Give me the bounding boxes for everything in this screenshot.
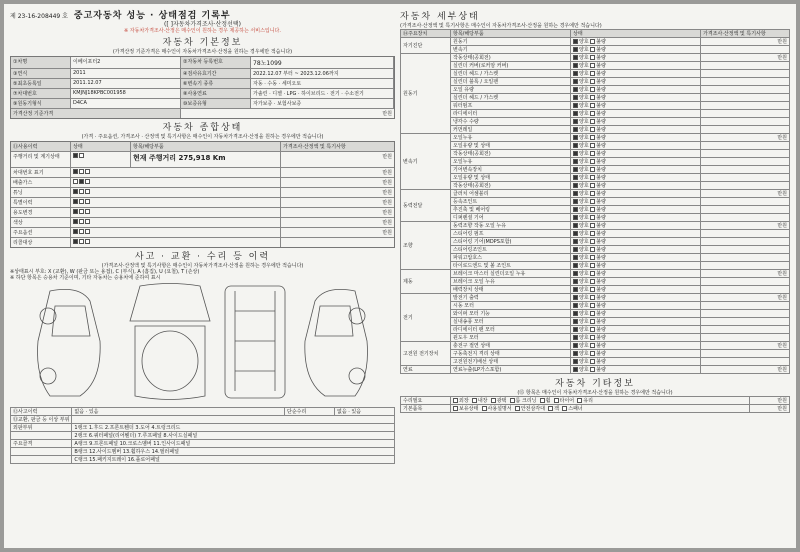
item-label: 시동 모터 — [451, 302, 571, 310]
other-row: 수리필요 외장 내장 광택 룸 크리닝 휠 타이어 유리 만원 — [401, 397, 790, 405]
detail-row — [401, 310, 790, 318]
status-cell: 양호 불량 — [571, 326, 701, 334]
detail-row — [401, 318, 790, 326]
other-info-note: (⑮ 항목은 매수인이 자동차가격조사·산정을 원하는 경우에만 적습니다) — [517, 390, 673, 396]
detail-row — [401, 94, 790, 102]
odometer-value: 275,918 Km — [178, 154, 226, 163]
status-cell: 양호 불량 — [571, 238, 701, 246]
item-label: 클러치 어셈블리 — [451, 190, 571, 198]
doc-number: 제 23-16-208449 호 — [10, 13, 68, 20]
group-label: 전기 — [401, 294, 451, 342]
detail-row — [401, 134, 790, 142]
price-cell — [701, 230, 790, 238]
item-label: 등속조인트 — [451, 198, 571, 206]
field-value: 자동 · 수동 · 세미오토 — [251, 79, 394, 88]
status-cell: 양호 불량 — [571, 294, 701, 302]
detail-row — [401, 230, 790, 238]
status-cell: 양호 불량 — [571, 254, 701, 262]
item-label: 고전원전기배선 상태 — [451, 358, 571, 366]
status-cell: 양호 불량 — [571, 70, 701, 78]
price-cell — [701, 302, 790, 310]
detail-table — [400, 29, 790, 374]
status-cell: 양호 불량 — [571, 358, 701, 366]
price-cell — [701, 62, 790, 70]
field-label: ⑦차대번호 — [11, 89, 71, 98]
accident-legend: ※상태표시 부호: X (교환), W (판금 또는 용접), C (부식), A (흠집), U (요철), T (손상) — [10, 269, 200, 276]
odometer — [131, 152, 281, 167]
table-row: 외판부위 1랭크 1.후드 2.프론트휀더 3.도어 4.트렁크리드 — [11, 424, 395, 432]
detail-header: ⑭주요장치 항목/해당부품 상태 가격조사·산정액 및 특기사항 — [401, 30, 790, 38]
price-cell — [701, 110, 790, 118]
price-cell — [701, 166, 790, 174]
item-label: 브레이크 마스터 실린더오일 누유 — [451, 270, 571, 278]
accident-title: 사고 · 교환 · 수리 등 이력 — [134, 252, 271, 263]
price-cell: 만원 — [701, 134, 790, 142]
field-value: 2011 — [71, 69, 181, 78]
group-label: 원동기 — [401, 54, 451, 134]
price-cell — [701, 102, 790, 110]
item-label: 작동상태(공회전) — [451, 150, 571, 158]
col-header: ⑪사용이력 — [11, 142, 71, 151]
detail-row — [401, 78, 790, 86]
car-diagram — [10, 281, 395, 403]
unit: 만원 — [382, 210, 392, 217]
detail-row — [401, 54, 790, 62]
price-cell — [701, 70, 790, 78]
field-value: 78노1099 — [251, 57, 394, 68]
basic-info-title: 자동차 기본정보 — [162, 38, 243, 49]
item-label: 와이퍼 모터 기능 — [451, 310, 571, 318]
item-label: 파워고압호스 — [451, 254, 571, 262]
field-label: ⑩보증유형 — [181, 99, 251, 108]
item-label: 라디에이터 — [451, 110, 571, 118]
status-cell: 양호 불량 — [571, 310, 701, 318]
item-label: 추진축 및 베어링 — [451, 206, 571, 214]
price-cell — [701, 182, 790, 190]
item-label: 스티어링 기어(MDPS포함) — [451, 238, 571, 246]
price-cell — [701, 334, 790, 342]
unit: 만원 — [382, 170, 392, 177]
summary-row — [11, 168, 394, 178]
price-cell — [701, 358, 790, 366]
price-cell — [701, 310, 790, 318]
item-label: 구동축전지 격리 상태 — [451, 350, 571, 358]
item-label: 실린더 커버(로커암 커버) — [451, 62, 571, 70]
status-cell: 양호 불량 — [571, 46, 701, 54]
detail-row — [401, 206, 790, 214]
summary-row — [11, 188, 394, 198]
field-label: ②자동차 등록번호 — [181, 57, 251, 68]
item-label: 오일누유 — [451, 158, 571, 166]
other-row: 기본품목 보유상태 사용설명서 안전삼각대 잭 스패너 만원 — [401, 405, 790, 413]
status-cell: 양호 불량 — [571, 118, 701, 126]
detail-row — [401, 174, 790, 182]
item-label: 라디에이터 팬 모터 — [451, 326, 571, 334]
detail-row — [401, 270, 790, 278]
price-cell — [701, 326, 790, 334]
status-cell: 양호 불량 — [571, 126, 701, 134]
item-label: 실린더 블록 / 오일팬 — [451, 78, 571, 86]
unit: 만원 — [382, 190, 392, 197]
field-label: ③연식 — [11, 69, 71, 78]
field-value: 이베이포터2 — [71, 57, 181, 68]
row-label: 색상 — [11, 218, 71, 227]
detail-row — [401, 158, 790, 166]
table-row: B랭크 12.사이드멤버 13.휠하우스 14.필러패널 — [11, 448, 395, 456]
row-label: 차대번호 표기 — [11, 168, 71, 177]
status-cell: 양호 불량 — [571, 166, 701, 174]
accident-table — [10, 407, 395, 464]
field-label: ⑧사용연료 — [181, 89, 251, 98]
summary-row — [11, 208, 394, 218]
field-value: 자가보증 · 보험사보증 — [251, 99, 394, 108]
detail-row — [401, 86, 790, 94]
detail-row — [401, 334, 790, 342]
group-label: 제동 — [401, 270, 451, 294]
detail-row — [401, 294, 790, 302]
status-cell: 양호 불량 — [571, 230, 701, 238]
group-label: 자기진단 — [401, 38, 451, 54]
price-cell: 만원 — [701, 54, 790, 62]
detail-row — [401, 118, 790, 126]
basic-row — [11, 79, 394, 89]
group-label: 연료 — [401, 366, 451, 374]
price-unit: 만원 — [382, 111, 392, 118]
item-label: 기어변속장치 — [451, 166, 571, 174]
detail-row — [401, 262, 790, 270]
unit: 만원 — [382, 230, 392, 237]
other-info-title: 자동차 기타정보 — [555, 379, 635, 389]
detail-row — [401, 342, 790, 350]
price-cell — [701, 350, 790, 358]
price-cell — [701, 262, 790, 270]
table-row: 주요골격 A랭크 9.프론트패널 10.크로스멤버 11.인사이드패널 — [11, 440, 395, 448]
price-cell — [701, 46, 790, 54]
status-cell: 양호 불량 — [571, 94, 701, 102]
detail-row — [401, 366, 790, 374]
status-cell: 양호 불량 — [571, 278, 701, 286]
inspection-sheet — [4, 4, 796, 548]
item-label: 타이로드엔드 및 볼 조인트 — [451, 262, 571, 270]
status-cell: 양호 불량 — [571, 62, 701, 70]
status-cell: 양호 불량 — [571, 318, 701, 326]
price-cell — [701, 174, 790, 182]
summary-header — [11, 142, 394, 152]
status-cell: 양호 불량 — [571, 190, 701, 198]
accident-legend-2: ※ 하단 항목은 승용차 기준이며, 기타 자동차는 승용차에 준하여 표시 — [10, 275, 161, 282]
price-cell — [701, 78, 790, 86]
car-right-side — [305, 290, 368, 397]
basic-row — [11, 57, 394, 69]
status-cell: 양호 불량 — [571, 142, 701, 150]
price-cell — [701, 246, 790, 254]
subtitle: ([ ]자동차가격조사·산정선택) — [164, 21, 241, 28]
row-label: 배출가스 — [11, 178, 71, 187]
status-cell: 양호 불량 — [571, 134, 701, 142]
field-label: ⑤최초등록일 — [11, 79, 71, 88]
price-cell: 만원 — [701, 38, 790, 46]
unit: 만원 — [382, 220, 392, 227]
basic-row — [11, 99, 394, 109]
status-cell: 양호 불량 — [571, 270, 701, 278]
status-cell: 양호 불량 — [571, 302, 701, 310]
item-label: 커먼레일 — [451, 126, 571, 134]
status-cell: 양호 불량 — [571, 334, 701, 342]
item-label: 윈도우 모터 — [451, 334, 571, 342]
status-cell: 양호 불량 — [571, 350, 701, 358]
item-label: 발전기 출력 — [451, 294, 571, 302]
field-label: ①차명 — [11, 57, 71, 68]
detail-row — [401, 62, 790, 70]
status-cell: 양호 불량 — [571, 286, 701, 294]
detail-row — [401, 182, 790, 190]
row-label: 용도변경 — [11, 208, 71, 217]
status-cell: 양호 불량 — [571, 366, 701, 374]
status-cell: 양호 불량 — [571, 182, 701, 190]
detail-row — [401, 302, 790, 310]
header — [10, 8, 395, 21]
notice: ※ 자동차가격조사·산정은 매수인이 원하는 경우 제공하는 서비스입니다. — [124, 28, 281, 35]
summary-row — [11, 228, 394, 238]
table-row: 2랭크 6.쿼터패널(리어휀더) 7.루프패널 8.사이드실패널 — [11, 432, 395, 440]
odometer-label: 현재 주행거리 — [133, 154, 177, 163]
table-row: ⑫사고이력 없음 · 있음 단순수리 없음 · 있음 — [11, 408, 395, 416]
price-cell: 만원 — [701, 294, 790, 302]
item-label: 워터펌프 — [451, 102, 571, 110]
price-cell: 만원 — [701, 222, 790, 230]
table-row: ⑬교환, 판금 등 이상 부위 — [11, 416, 395, 424]
group-label: 조향 — [401, 222, 451, 270]
row-label: 리콜대상 — [11, 238, 71, 247]
detail-row — [401, 350, 790, 358]
left-column — [10, 8, 395, 544]
field-label: ⑥변속기 종류 — [181, 79, 251, 88]
price-cell — [701, 118, 790, 126]
detail-row — [401, 110, 790, 118]
item-label: 변속기 — [451, 46, 571, 54]
price-cell — [701, 286, 790, 294]
status-cell: 양호 불량 — [571, 86, 701, 94]
price-cell — [701, 142, 790, 150]
price-cell — [701, 254, 790, 262]
status-cell: 양호 불량 — [571, 222, 701, 230]
item-label: 오일유량 및 상태 — [451, 174, 571, 182]
unit: 만원 — [382, 154, 392, 161]
row-label: 주행거리 및 계기상태 — [11, 152, 71, 167]
detail-row — [401, 142, 790, 150]
status-cell: 양호 불량 — [571, 198, 701, 206]
field-value: D4CA — [71, 99, 181, 108]
car-top-front — [130, 284, 210, 400]
item-label: 디퍼렌셜 기어 — [451, 214, 571, 222]
price-cell — [701, 94, 790, 102]
price-cell — [701, 158, 790, 166]
status-cell: 양호 불량 — [571, 206, 701, 214]
detail-row — [401, 214, 790, 222]
item-label: 오일누유 — [451, 134, 571, 142]
item-label: 실린더 헤드 / 가스켓 — [451, 94, 571, 102]
item-label: 동력조향 작동 오일 누유 — [451, 222, 571, 230]
price-cell — [701, 126, 790, 134]
detail-row — [401, 238, 790, 246]
status-cell: 양호 불량 — [571, 102, 701, 110]
detail-row — [401, 102, 790, 110]
item-label: 오일 유량 — [451, 86, 571, 94]
accident-note: (가격조사·산정액 및 특기사항은 매수인이 자동차가격조사·산정을 원하는 경우에만 적습니다) — [101, 263, 304, 270]
item-label: 스티어링조인트 — [451, 246, 571, 254]
item-label: 냉각수 수량 — [451, 118, 571, 126]
row-label: 주요옵션 — [11, 228, 71, 237]
price-cell — [701, 150, 790, 158]
detail-row — [401, 126, 790, 134]
group-label: 변속기 — [401, 134, 451, 190]
detail-row — [401, 46, 790, 54]
item-label: 스티어링 펌프 — [451, 230, 571, 238]
basic-info-table — [10, 56, 395, 119]
price-cell — [701, 318, 790, 326]
row-label: 튜닝 — [11, 188, 71, 197]
detail-row — [401, 190, 790, 198]
col-header: 상태 — [71, 142, 131, 151]
item-label: 브레이크 오일 누유 — [451, 278, 571, 286]
price-cell: 만원 — [701, 270, 790, 278]
price-cell: 만원 — [701, 190, 790, 198]
summary-row — [11, 152, 394, 168]
detail-row — [401, 70, 790, 78]
unit: 만원 — [382, 180, 392, 187]
price-cell — [701, 206, 790, 214]
detail-row — [401, 286, 790, 294]
field-label: ⑨원동기형식 — [11, 99, 71, 108]
detail-row — [401, 358, 790, 366]
status-cell: 양호 불량 — [571, 158, 701, 166]
price-cell — [701, 278, 790, 286]
right-column — [400, 8, 790, 544]
car-left-side — [38, 290, 101, 397]
basic-row — [11, 69, 394, 79]
item-label: 작동상태(공회전) — [451, 182, 571, 190]
status-cell: 양호 불량 — [571, 342, 701, 350]
price-cell — [701, 214, 790, 222]
other-info-table — [400, 396, 790, 413]
item-label: 실린더 헤드 / 가스켓 — [451, 70, 571, 78]
item-label: 연료누출(LP가스포함) — [451, 366, 571, 374]
detail-title: 자동차 세부상태 — [400, 12, 480, 22]
item-label: 배력장치 상태 — [451, 286, 571, 294]
col-header: 항목/해당부품 — [131, 142, 281, 151]
detail-row — [401, 254, 790, 262]
item-label: 오일유량 및 상태 — [451, 142, 571, 150]
unit: 만원 — [382, 200, 392, 207]
status-cell: 양호 불량 — [571, 214, 701, 222]
status-cell: 양호 불량 — [571, 174, 701, 182]
detail-row — [401, 166, 790, 174]
field-value: 2011.12.07 — [71, 79, 181, 88]
field-value: 가솔린 · 디젤 · LPG · 하이브리드 · 전기 · 수소전기 — [251, 89, 394, 98]
summary-row — [11, 238, 394, 247]
col-header: 가격조사·산정액 및 특기사항 — [283, 144, 346, 151]
detail-row — [401, 198, 790, 206]
item-label: 실내송풍 모터 — [451, 318, 571, 326]
price-cell — [701, 238, 790, 246]
detail-row — [401, 38, 790, 46]
item-label: 원동기 — [451, 38, 571, 46]
car-frame — [225, 286, 285, 398]
status-cell: 양호 불량 — [571, 246, 701, 254]
field-label: ④검사유효기간 — [181, 69, 251, 78]
row-label: 특별이력 — [11, 198, 71, 207]
group-label: 동력전달 — [401, 190, 451, 222]
price-cell — [701, 198, 790, 206]
page-title: 중고자동차 성능 · 상태점검 기록부 — [73, 11, 231, 21]
status-cell: 양호 불량 — [571, 262, 701, 270]
detail-note: (가격조사·산정액 및 특기사항은 매수인이 자동차가격조사·산정을 원하는 경우에만 적습니다) — [400, 23, 602, 29]
summary-row — [11, 198, 394, 208]
table-row: C랭크 15.패키지트레이 16.플로어패널 — [11, 456, 395, 464]
detail-row — [401, 150, 790, 158]
detail-row — [401, 246, 790, 254]
detail-row — [401, 278, 790, 286]
field-value: 2022.12.07 부터 ~ 2023.12.06까지 — [251, 69, 394, 78]
status-cell — [71, 152, 131, 167]
detail-row — [401, 326, 790, 334]
field-value: KMJNJ18KPBC001958 — [71, 89, 181, 98]
basic-info-note: (가격산정 기준가격은 매수인이 자동차가격조사·산정을 원하는 경우에만 적습니다) — [112, 49, 293, 56]
price-cell — [701, 86, 790, 94]
basic-row — [11, 89, 394, 99]
status-cell: 양호 불량 — [571, 150, 701, 158]
group-label: 고전원 전기장치 — [401, 342, 451, 366]
detail-row — [401, 222, 790, 230]
status-cell: 양호 불량 — [571, 54, 701, 62]
price-label: 가격산정 기준가격 — [11, 109, 181, 118]
status-cell: 양호 불량 — [571, 78, 701, 86]
basic-row — [11, 109, 394, 118]
price-cell: 만원 — [701, 342, 790, 350]
price-cell: 만원 — [701, 366, 790, 374]
item-label: 작동상태(공회전) — [451, 54, 571, 62]
summary-table — [10, 141, 395, 248]
summary-row — [11, 178, 394, 188]
status-cell: 양호 불량 — [571, 110, 701, 118]
summary-title: 자동차 종합상태 — [162, 123, 243, 134]
item-label: 충전구 절연 상태 — [451, 342, 571, 350]
summary-note: (가격 · 주요옵션, 가격조사 · 산정액 및 특기사항은 매수인이 자동차가격조사·산정을 원하는 경우에만 적습니다) — [81, 134, 324, 141]
status-cell: 양호 불량 — [571, 38, 701, 46]
summary-row — [11, 218, 394, 228]
